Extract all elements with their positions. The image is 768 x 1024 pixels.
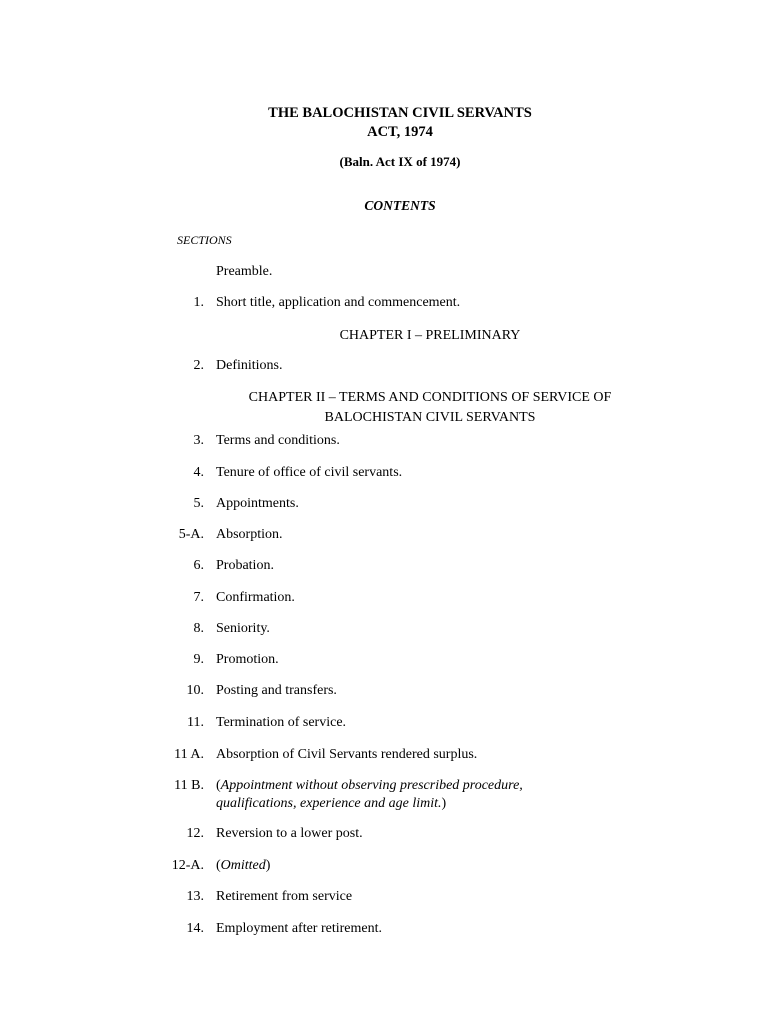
- toc-entry-text: Reversion to a lower post.: [216, 826, 363, 841]
- toc-entry-number: 11 A.: [174, 747, 204, 762]
- toc-entry-open-paren: (: [216, 858, 221, 873]
- toc-entry-text: Short title, application and commencement.: [216, 295, 461, 310]
- toc-entry-text: Terms and conditions.: [216, 433, 340, 448]
- toc-entry-number: 2.: [193, 358, 204, 373]
- toc-entry-open-paren: (: [216, 778, 221, 793]
- toc-entry-text: Termination of service.: [216, 715, 347, 730]
- toc-entry-text: Definitions.: [216, 358, 283, 373]
- toc-entry-number: 3.: [193, 433, 204, 448]
- contents-heading: CONTENTS: [364, 198, 436, 213]
- toc-entry-number: 11.: [187, 715, 204, 730]
- toc-entry-text: Tenure of office of civil servants.: [216, 465, 403, 480]
- sections-label: SECTIONS: [177, 233, 232, 247]
- toc-entry-italic-line2: qualifications, experience and age limit.: [216, 796, 442, 811]
- toc-entry-number: 4.: [193, 465, 204, 480]
- toc-entry-text: Absorption of Civil Servants rendered surplus.: [216, 747, 478, 762]
- toc-entry-text: Confirmation.: [216, 590, 295, 605]
- chapter-heading-2-line1: CHAPTER II – TERMS AND CONDITIONS OF SERVICE OF: [248, 390, 612, 405]
- document-subtitle: (Baln. Act IX of 1974): [339, 154, 461, 169]
- chapter-heading-1: CHAPTER I – PRELIMINARY: [339, 328, 521, 343]
- document-title-line1: THE BALOCHISTAN CIVIL SERVANTS: [268, 105, 532, 121]
- toc-entry-number: 14.: [186, 921, 204, 936]
- toc-entry-number: 8.: [193, 621, 204, 636]
- toc-entry-text: Promotion.: [216, 652, 279, 667]
- toc-entry-number: 12.: [186, 826, 204, 841]
- toc-entry-number: 10.: [186, 683, 204, 698]
- toc-entry-number: 6.: [193, 558, 204, 573]
- toc-entry-text: Preamble.: [216, 264, 273, 279]
- toc-entry-text: Absorption.: [216, 527, 283, 542]
- toc-entry-text: Seniority.: [216, 621, 270, 636]
- toc-entry-text: Appointments.: [216, 496, 299, 511]
- toc-entry-text: Posting and transfers.: [216, 683, 337, 698]
- toc-entry-number: 1.: [193, 295, 204, 310]
- toc-entry-text: [216, 777, 636, 813]
- toc-entry-text: Probation.: [216, 558, 274, 573]
- toc-entry-number: 7.: [193, 590, 204, 605]
- document-title-line2: ACT, 1974: [367, 124, 433, 140]
- toc-entry-number: 11 B.: [174, 778, 204, 793]
- toc-entry-number: 12-A.: [171, 858, 204, 873]
- toc-entry-number: 9.: [193, 652, 204, 667]
- toc-entry-italic-line1: Appointment without observing prescribed procedure,: [220, 778, 523, 793]
- toc-entry-text: Employment after retirement.: [216, 921, 382, 936]
- toc-entry-close-paren: ): [441, 796, 447, 811]
- toc-entry-text: Retirement from service: [216, 889, 353, 904]
- toc-entry-italic: Omitted: [220, 858, 266, 873]
- toc-entry-number: 5-A.: [178, 527, 204, 542]
- chapter-heading-2-line2: BALOCHISTAN CIVIL SERVANTS: [324, 410, 536, 425]
- toc-entry-number: 13.: [186, 889, 204, 904]
- toc-entry-number: 5.: [193, 496, 204, 511]
- toc-entry-close-paren: ): [265, 858, 271, 873]
- toc-entry-text: [216, 857, 636, 875]
